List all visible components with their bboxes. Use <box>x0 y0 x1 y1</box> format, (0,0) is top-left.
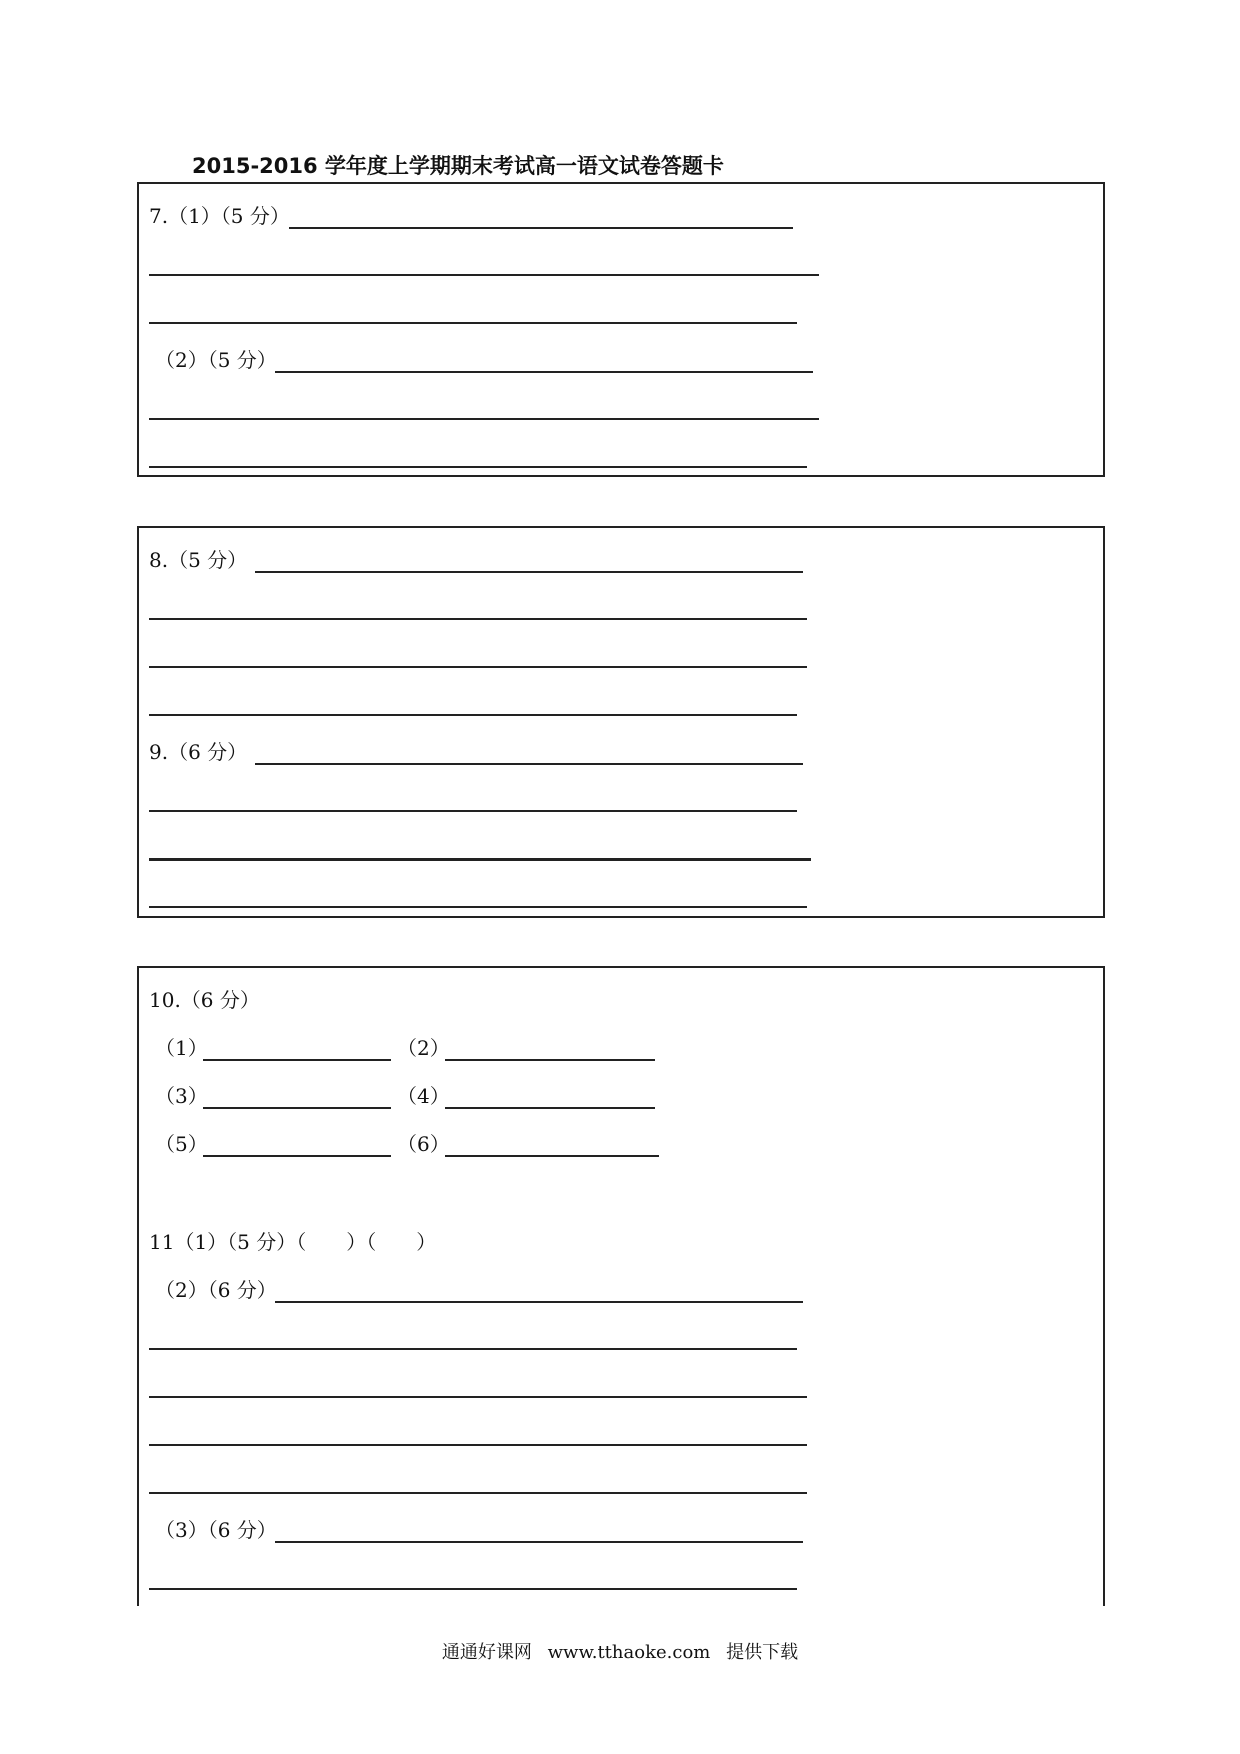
q10-blank-2-line[interactable] <box>445 1059 655 1061</box>
q11-part3-answer-line-1[interactable] <box>275 1541 803 1543</box>
q7-part1-answer-line-1[interactable] <box>289 227 793 229</box>
q10-blank-3-line[interactable] <box>203 1107 391 1109</box>
q7-part2-answer-line-3[interactable] <box>149 466 807 468</box>
question-10-11-box <box>137 966 1105 1606</box>
q10-blank-4-line[interactable] <box>445 1107 655 1109</box>
q7-part1-answer-line-3[interactable] <box>149 322 797 324</box>
q11-part2-answer-line-1[interactable] <box>275 1301 803 1303</box>
footer-url[interactable]: www.tthaoke.com <box>547 1642 711 1663</box>
q11-part3-answer-line-2[interactable] <box>149 1588 797 1590</box>
q10-blank-6-label: （6） <box>397 1132 450 1156</box>
q11-part2-answer-line-5[interactable] <box>149 1492 807 1494</box>
q9-label: 9.（6 分） <box>149 740 248 764</box>
q11-part2-answer-line-4[interactable] <box>149 1444 807 1446</box>
q10-blank-5-label: （5） <box>155 1132 208 1156</box>
q7-part2-label: （2）（5 分） <box>155 348 277 372</box>
q7-part2-answer-line-1[interactable] <box>275 371 813 373</box>
q10-blank-3-label: （3） <box>155 1084 208 1108</box>
q10-blank-5-line[interactable] <box>203 1155 391 1157</box>
q7-part1-label: 7.（1）（5 分） <box>149 204 290 228</box>
question-7-box <box>137 182 1105 477</box>
q11-part2-answer-line-2[interactable] <box>149 1348 797 1350</box>
q9-answer-line-4[interactable] <box>149 906 807 908</box>
q10-blank-4-label: （4） <box>397 1084 450 1108</box>
q9-answer-line-1[interactable] <box>255 763 803 765</box>
q11-part1-label: 11（1）（5 分）（ ）（ ） <box>149 1230 437 1254</box>
q10-blank-2-label: （2） <box>397 1036 450 1060</box>
footer-site-name: 通通好课网 <box>441 1642 532 1663</box>
q8-label: 8.（5 分） <box>149 548 248 572</box>
q10-blank-6-line[interactable] <box>445 1155 659 1157</box>
answer-sheet-title: 2015-2016 学年度上学期期末考试高一语文试卷答题卡 <box>192 154 724 178</box>
page-footer <box>0 1638 1240 1664</box>
q11-part2-answer-line-3[interactable] <box>149 1396 807 1398</box>
q10-label: 10.（6 分） <box>149 988 260 1012</box>
q8-answer-line-2[interactable] <box>149 618 807 620</box>
footer-suffix: 提供下载 <box>726 1642 799 1663</box>
q11-part2-label: （2）（6 分） <box>155 1278 277 1302</box>
q8-answer-line-4[interactable] <box>149 714 797 716</box>
q7-part1-answer-line-2[interactable] <box>149 274 819 276</box>
q8-answer-line-1[interactable] <box>255 571 803 573</box>
q9-answer-line-3[interactable] <box>149 858 811 861</box>
question-8-9-box <box>137 526 1105 918</box>
q10-blank-1-label: （1） <box>155 1036 208 1060</box>
q11-part3-label: （3）（6 分） <box>155 1518 277 1542</box>
q9-answer-line-2[interactable] <box>149 810 797 812</box>
q8-answer-line-3[interactable] <box>149 666 807 668</box>
q7-part2-answer-line-2[interactable] <box>149 418 819 420</box>
q10-blank-1-line[interactable] <box>203 1059 391 1061</box>
